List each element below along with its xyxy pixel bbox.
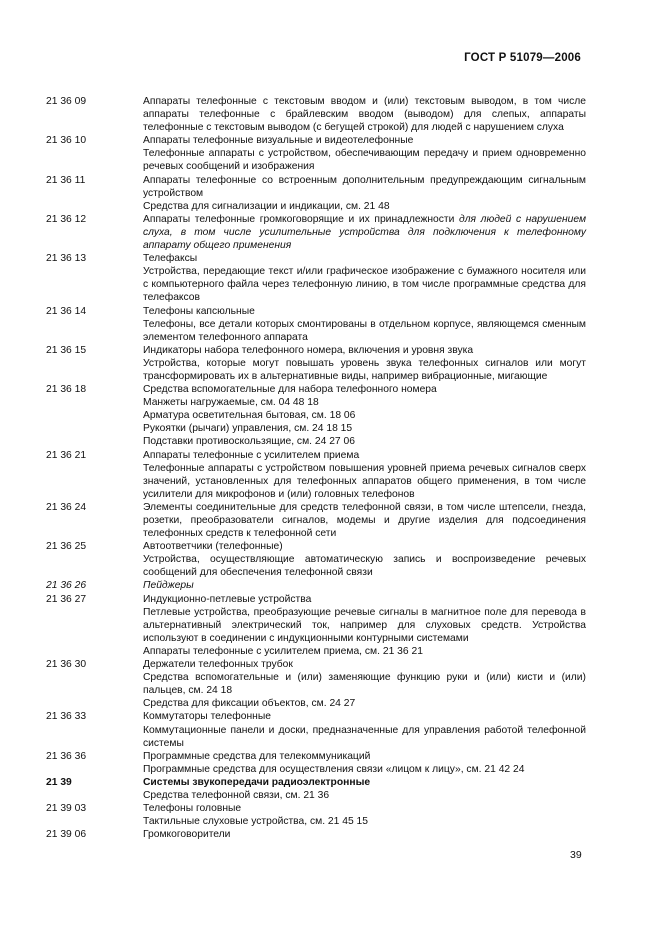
description-line: [143, 409, 586, 422]
text-run: Аппараты телефонные визуальные и видеотелефонные: [143, 135, 414, 147]
description-line: [143, 724, 586, 750]
description-line: [143, 802, 586, 815]
item-description: [143, 174, 586, 213]
description-line: [143, 750, 586, 763]
description-line: [143, 344, 586, 357]
list-item: [46, 252, 586, 304]
text-run: Средства вспомогательные и (или) заменяющие функцию руки и (или) кисти и (или) пальцев, см. 24 18: [143, 672, 586, 697]
text-run: Средства для сигнализации и индикации, см. 21 48: [143, 200, 390, 212]
item-code: 21 36 24: [46, 501, 87, 513]
text-run: Устройства, которые могут повышать уровень звука телефонных сигналов или могут трансформировать их в альтернативные виды, например вибрационные, мигающие: [143, 357, 586, 382]
text-run: Средства телефонной связи, см. 21 36: [143, 789, 330, 801]
list-item: [46, 501, 586, 540]
item-code: 21 36 25: [46, 541, 87, 553]
item-description: [143, 593, 586, 658]
description-line: [143, 422, 586, 435]
description-line: [143, 828, 586, 841]
text-run: Аппараты телефонные со встроенным дополнительным предупреждающим сигнальным устройством: [143, 174, 586, 199]
item-code: 21 36 18: [46, 384, 87, 396]
item-description: [143, 134, 586, 173]
item-description: [143, 501, 586, 540]
item-description: [143, 449, 586, 501]
description-line: [143, 658, 586, 671]
item-description: [143, 802, 586, 828]
list-item: [46, 658, 586, 710]
item-code: 21 36 15: [46, 344, 87, 356]
list-item: [46, 579, 586, 592]
text-run: Тактильные слуховые устройства, см. 21 45 15: [143, 816, 369, 828]
item-code: 21 36 12: [46, 213, 87, 225]
item-code: 21 36 11: [46, 174, 86, 186]
list-item: [46, 750, 586, 776]
item-code: 21 36 10: [46, 135, 87, 147]
text-run: Арматура осветительная бытовая, см. 18 06: [143, 410, 356, 422]
description-line: [143, 710, 586, 723]
item-description: [143, 828, 586, 841]
description-line: [143, 763, 586, 776]
text-run: Петлевые устройства, преобразующие речевые сигналы в магнитное поле для перевода в альтернативный электрический ток, например для слуховых средств. Устройства используют в соединении с индукционными контурными системами: [143, 606, 586, 644]
document-header: ГОСТ Р 51079—2006: [464, 52, 581, 64]
list-item: [46, 710, 586, 749]
description-line: [143, 265, 586, 304]
text-run: Автоответчики (телефонные): [143, 541, 283, 553]
text-run: Устройства, передающие текст и/или графическое изображение с бумажного носителя или с компьютерного файла через телефонную линию, в том числе программные средства для телефаксов: [143, 266, 586, 304]
text-run: Элементы соединительные для средств телефонной связи, в том числе штепсели, гнезда, розетки, преобразователи сигналов, модемы и другие изделия для подсоединения телефонных средств к телефонной сети: [143, 501, 586, 540]
text-run: Коммутаторы телефонные: [143, 711, 271, 723]
description-line: [143, 593, 586, 606]
item-description: [143, 776, 586, 802]
description-line: [143, 501, 586, 540]
description-line: [143, 134, 586, 147]
item-code: 21 39 06: [46, 829, 87, 841]
item-code: 21 36 27: [46, 593, 87, 605]
item-code: 21 36 09: [46, 96, 87, 107]
item-description: [143, 383, 586, 448]
item-code: 21 36 13: [46, 253, 87, 265]
description-line: [143, 213, 586, 252]
description-line: [143, 645, 586, 658]
text-run: Средства вспомогательные для набора телефонного номера: [143, 384, 437, 396]
list-item: [46, 134, 586, 173]
description-line: [143, 147, 586, 173]
text-run: Подставки противоскользящие, см. 24 27 06: [143, 436, 355, 448]
description-line: [143, 815, 586, 828]
classification-list: [46, 95, 586, 841]
item-description: [143, 658, 586, 710]
text-run: Аппараты телефонные с текстовым вводом и (или) текстовым выводом, в том числе аппараты телефонные с брайлевским вводом (выводом) для слепых, аппараты телефонные с текстовым выводом (с бегущей строкой) для людей с нарушением слуха: [143, 96, 586, 134]
text-run: Телефонные аппараты с устройством повышения уровней приема речевых сигналов сверх значений, установленных для телефонных аппаратов общего применения, в том числе усилители для микрофонов и (или) головных телефонов: [143, 462, 586, 500]
item-code: 21 39: [46, 776, 72, 788]
item-code: 21 39 03: [46, 803, 87, 815]
text-run: Громкоговорители: [143, 829, 231, 841]
item-description: [143, 213, 586, 252]
description-line: [143, 671, 586, 697]
text-run: Индукционно-петлевые устройства: [143, 593, 312, 605]
item-description: [143, 540, 586, 579]
description-line: [143, 789, 586, 802]
item-description: [143, 579, 586, 592]
description-line: [143, 606, 586, 645]
text-run: Пейджеры: [143, 580, 194, 592]
item-description: [143, 344, 586, 383]
text-run: Коммутационные панели и доски, предназначенные для управления работой телефонной системы: [143, 724, 586, 749]
list-item: [46, 449, 586, 501]
description-line: [143, 200, 586, 213]
description-line: [143, 252, 586, 265]
text-run: Аппараты телефонные громкоговорящие и их принадлежности: [143, 213, 460, 225]
description-line: [143, 579, 586, 592]
description-line: [143, 697, 586, 710]
item-code: 21 36 30: [46, 659, 87, 671]
description-line: [143, 357, 586, 383]
list-item: [46, 174, 586, 213]
text-run: Программные средства для телекоммуникаций: [143, 750, 371, 762]
list-item: [46, 95, 586, 134]
description-line: [143, 776, 586, 789]
text-run: Рукоятки (рычаги) управления, см. 24 18 15: [143, 423, 353, 435]
list-item: [46, 383, 586, 448]
page-number: 39: [570, 849, 582, 861]
text-run: Держатели телефонных трубок: [143, 659, 293, 671]
description-line: [143, 462, 586, 501]
item-code: 21 36 26: [46, 580, 87, 592]
item-code: 21 36 36: [46, 750, 87, 762]
text-run: Телефоны головные: [143, 803, 242, 815]
item-description: [143, 305, 586, 344]
list-item: [46, 802, 586, 828]
list-item: [46, 776, 586, 802]
description-line: [143, 435, 586, 448]
text-run: для людей с нарушением слуха, в том числе усилительные устройства для подключения к телефонному аппарату общего применения: [143, 213, 587, 252]
text-run: Аппараты телефонные с усилителем приема, см. 21 36 21: [143, 645, 423, 657]
item-code: 21 36 33: [46, 711, 87, 723]
item-description: [143, 710, 586, 749]
list-item: [46, 213, 586, 252]
description-line: [143, 305, 586, 318]
text-run: Средства для фиксации объектов, см. 24 27: [143, 698, 356, 710]
text-run: Манжеты нагружаемые, см. 04 48 18: [143, 397, 319, 409]
description-line: [143, 174, 586, 200]
item-description: [143, 95, 586, 134]
item-code: 21 36 14: [46, 305, 87, 317]
description-line: [143, 396, 586, 409]
text-run: Аппараты телефонные с усилителем приема: [143, 449, 360, 461]
text-run: Телефоны, все детали которых смонтированы в отдельном корпусе, являющемся сменным элементом телефонного аппарата: [143, 318, 586, 343]
description-line: [143, 383, 586, 396]
text-run: Программные средства для осуществления связи «лицом к лицу», см. 21 42 24: [143, 763, 525, 775]
description-line: [143, 95, 586, 134]
list-item: [46, 828, 586, 841]
description-line: [143, 553, 586, 579]
list-item: [46, 540, 586, 579]
list-item: [46, 593, 586, 658]
description-line: [143, 449, 586, 462]
item-code: 21 36 21: [46, 449, 87, 461]
text-run: Телефаксы: [143, 253, 198, 265]
item-description: [143, 750, 586, 776]
item-description: [143, 252, 586, 304]
text-run: Телефоны капсюльные: [143, 305, 255, 317]
description-line: [143, 540, 586, 553]
list-item: [46, 305, 586, 344]
list-item: [46, 344, 586, 383]
description-line: [143, 318, 586, 344]
text-run: Телефонные аппараты с устройством, обеспечивающим передачу и прием одновременно речевых сообщений и изображения: [143, 148, 586, 173]
text-run: Индикаторы набора телефонного номера, включения и уровня звука: [143, 344, 474, 356]
text-run: Устройства, осуществляющие автоматическую запись и воспроизведение речевых сообщений для обеспечения телефонной связи: [143, 554, 586, 579]
text-run: Системы звукопередачи радиоэлектронные: [143, 776, 371, 788]
